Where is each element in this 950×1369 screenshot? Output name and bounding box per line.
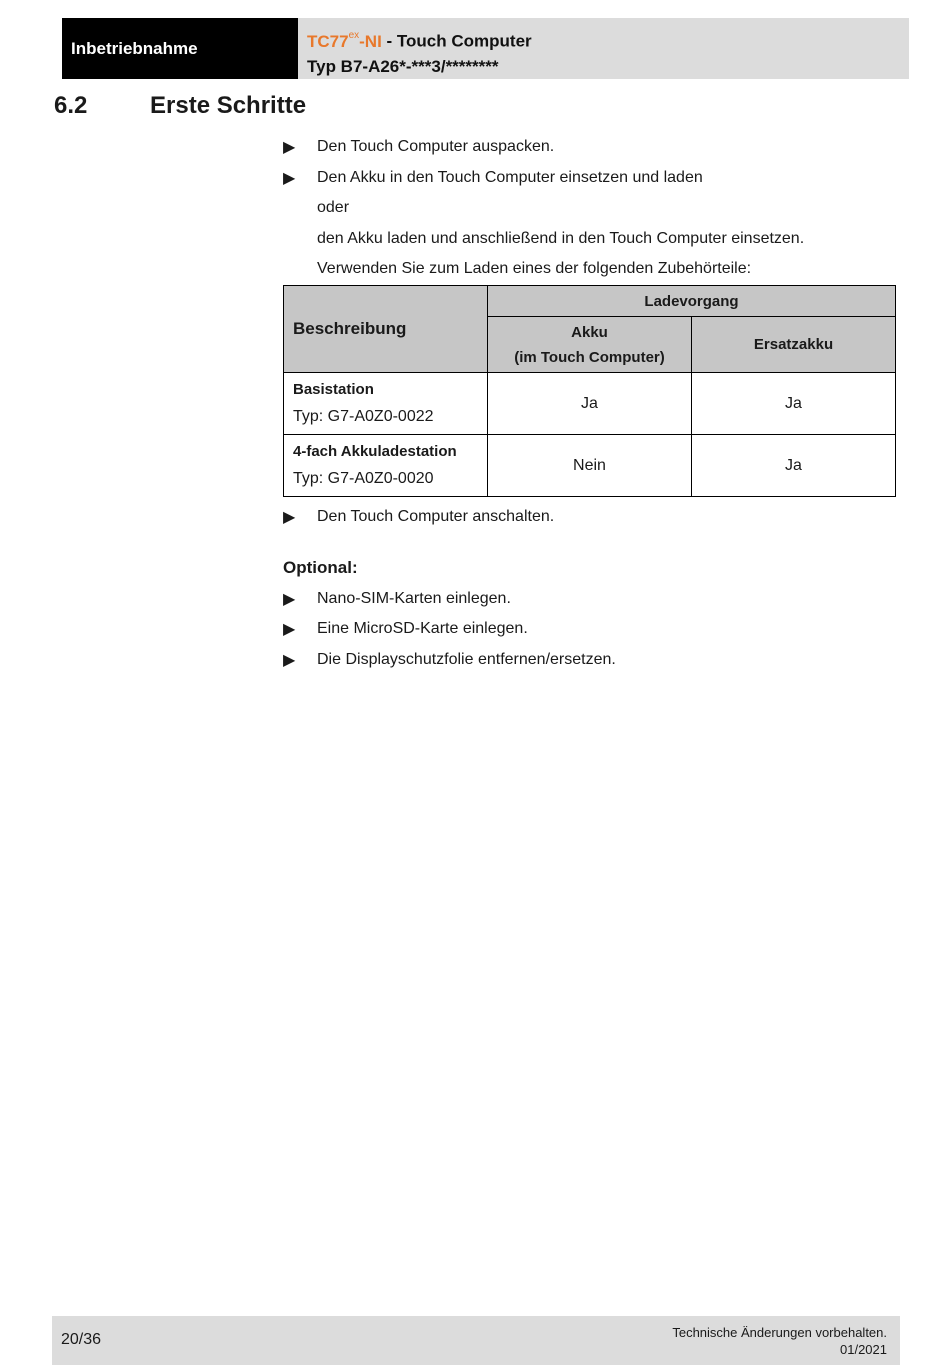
play-arrow-icon: ▶ bbox=[283, 591, 296, 608]
optional-item bbox=[283, 649, 616, 671]
page-number: 20/36 bbox=[61, 1331, 102, 1348]
optional-item bbox=[283, 618, 528, 640]
table-header-description: Beschreibung bbox=[284, 286, 488, 373]
play-arrow-icon: ▶ bbox=[283, 621, 296, 638]
step-continuation: oder bbox=[317, 199, 350, 216]
table-header-akku bbox=[488, 317, 692, 373]
product-brand-main: TC77 bbox=[307, 31, 349, 51]
section-title: Erste Schritte bbox=[150, 92, 307, 119]
step-item bbox=[283, 506, 554, 528]
step-text: Den Akku in den Touch Computer einsetzen und laden bbox=[317, 169, 703, 186]
product-name: - Touch Computer bbox=[381, 31, 532, 51]
table-header-ersatzakku: Ersatzakku bbox=[692, 317, 896, 373]
play-arrow-icon: ▶ bbox=[283, 652, 296, 669]
table-header-akku-label: Akku bbox=[571, 323, 608, 341]
row-type: Typ: G7-A0Z0-0022 bbox=[293, 408, 434, 425]
header-product-line bbox=[307, 25, 909, 54]
table-cell-akku: Nein bbox=[488, 435, 692, 497]
optional-text: Eine MicroSD-Karte einlegen. bbox=[317, 620, 528, 637]
step-item bbox=[283, 167, 703, 189]
step-text: Den Touch Computer auspacken. bbox=[317, 138, 555, 155]
row-name: 4-fach Akkuladestation bbox=[293, 443, 457, 460]
product-type: Typ B7-A26*-***3/******** bbox=[307, 56, 499, 76]
table-header-ladevorgang: Ladevorgang bbox=[488, 286, 896, 317]
table-header-akku-sub: (im Touch Computer) bbox=[514, 348, 665, 366]
play-arrow-icon: ▶ bbox=[283, 139, 296, 156]
table-cell-akku: Ja bbox=[488, 373, 692, 435]
footer-note bbox=[672, 1324, 887, 1358]
section-number: 6.2 bbox=[54, 92, 88, 119]
table-row bbox=[284, 435, 896, 497]
page-footer bbox=[52, 1316, 900, 1365]
footer-note-text: Technische Änderungen vorbehalten. bbox=[672, 1325, 887, 1340]
row-type: Typ: G7-A0Z0-0020 bbox=[293, 470, 434, 487]
optional-heading: Optional: bbox=[283, 558, 358, 577]
row-name: Basistation bbox=[293, 381, 374, 398]
header-product-info bbox=[298, 18, 909, 79]
step-item bbox=[283, 136, 554, 158]
optional-item bbox=[283, 588, 511, 610]
step-continuation: den Akku laden und anschließend in den Touch Computer einsetzen. bbox=[317, 230, 805, 247]
header-section-label bbox=[62, 18, 298, 79]
play-arrow-icon: ▶ bbox=[283, 170, 296, 187]
step-text: Den Touch Computer anschalten. bbox=[317, 508, 555, 525]
optional-text: Die Displayschutzfolie entfernen/ersetzen. bbox=[317, 651, 616, 668]
accessory-table bbox=[283, 285, 896, 497]
product-brand bbox=[307, 32, 382, 51]
product-brand-suffix: -NI bbox=[359, 31, 382, 51]
play-arrow-icon: ▶ bbox=[283, 509, 296, 526]
optional-text: Nano-SIM-Karten einlegen. bbox=[317, 590, 511, 607]
table-cell-ersatzakku: Ja bbox=[692, 373, 896, 435]
header-section-text: Inbetriebnahme bbox=[71, 38, 198, 58]
product-brand-sup: ex bbox=[348, 30, 360, 41]
table-cell-ersatzakku: Ja bbox=[692, 435, 896, 497]
footer-date: 01/2021 bbox=[840, 1342, 887, 1357]
table-row bbox=[284, 373, 896, 435]
table-cell-description bbox=[284, 435, 488, 497]
step-continuation: Verwenden Sie zum Laden eines der folgenden Zubehörteile: bbox=[317, 260, 752, 277]
table-cell-description bbox=[284, 373, 488, 435]
